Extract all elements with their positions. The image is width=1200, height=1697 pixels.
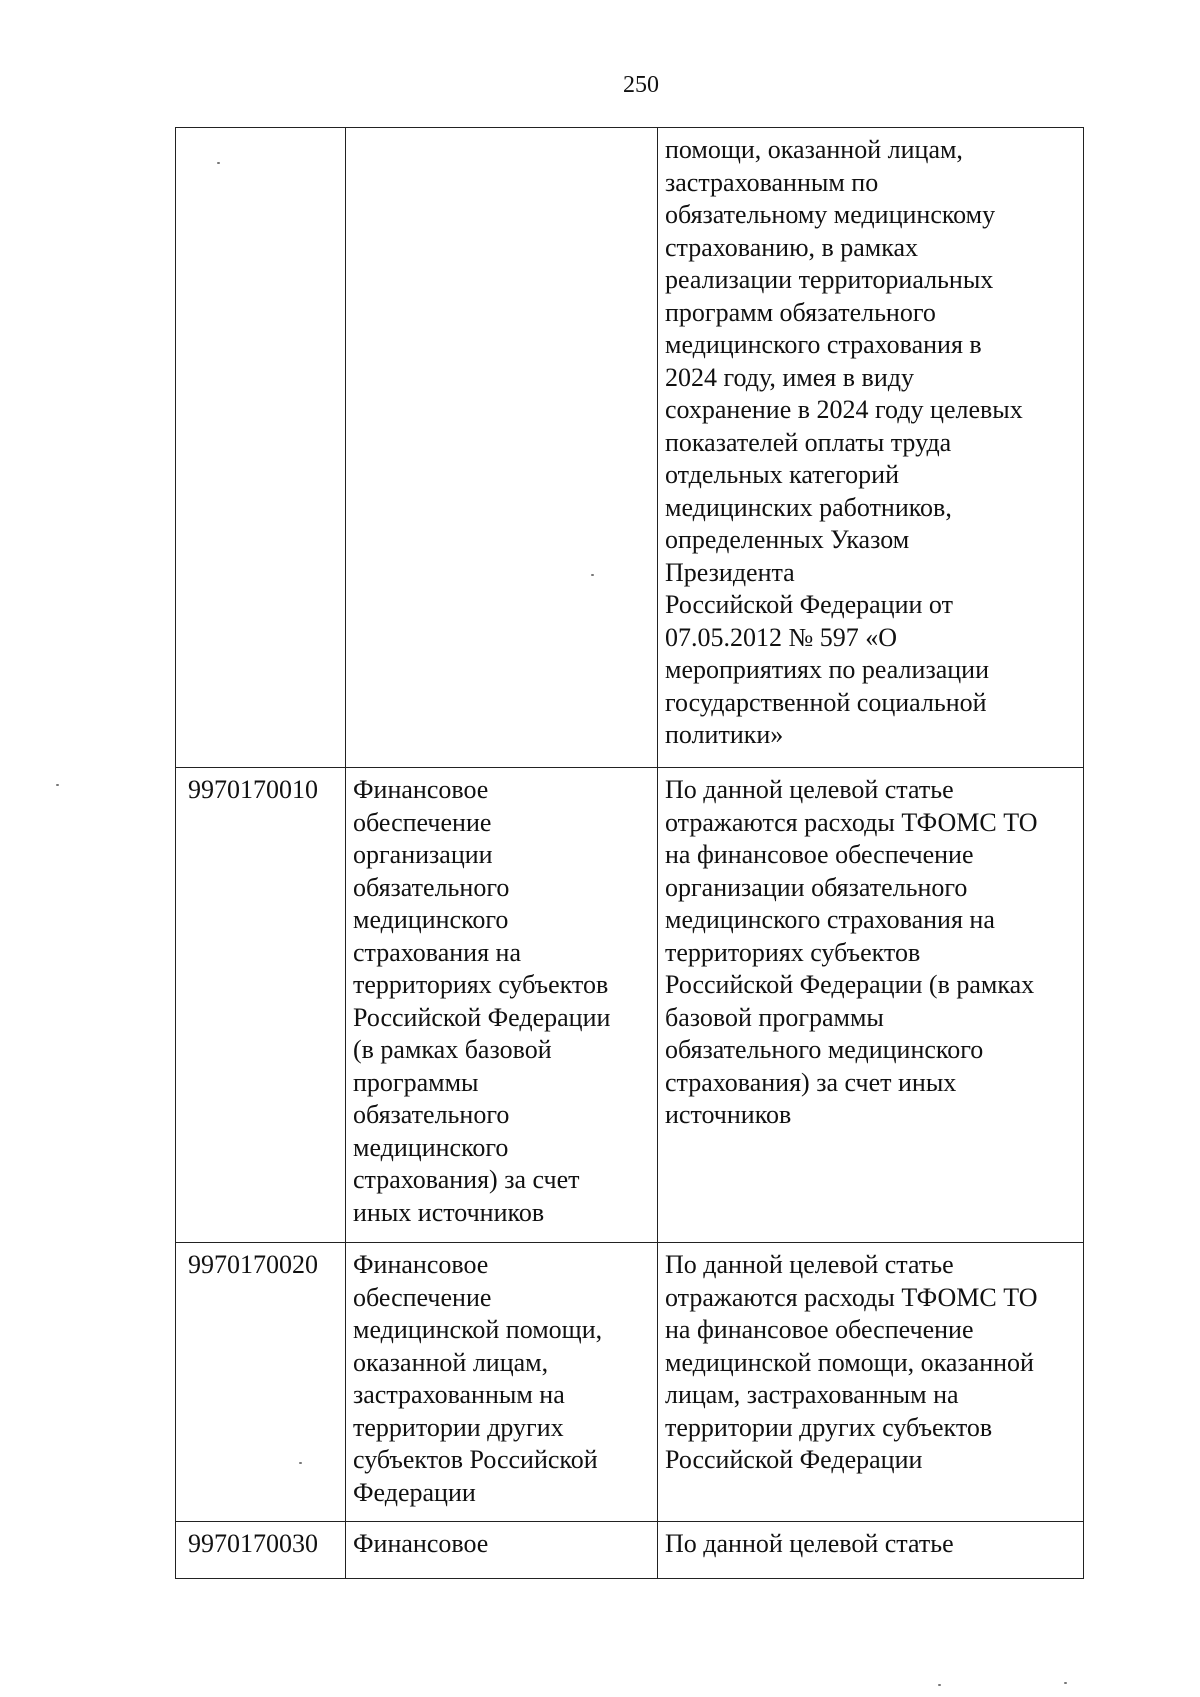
row-name: Финансовое bbox=[346, 1522, 658, 1579]
table-row bbox=[176, 1522, 1084, 1579]
row-code bbox=[176, 128, 346, 768]
row-code: 9970170030 bbox=[176, 1522, 346, 1579]
table-row bbox=[176, 1243, 1084, 1522]
row-name bbox=[346, 128, 658, 768]
row-description: помощи, оказанной лицам, застрахованным по обязательному медицинскому страхованию, в рамках реализации территориальных программ обязательного медицинского страхования в 2024 году, имея в виду сохранение в 2024 году целевых показателей оплаты труда отдельных категорий медицинских работников, определенных Указом Президента Российской Федерации от 07.05.2012 № 597 «О мероприятиях по реализации государственной социальной политики» bbox=[658, 128, 1084, 768]
scan-speck bbox=[299, 1462, 302, 1464]
page-number: 250 bbox=[623, 72, 659, 98]
row-description: По данной целевой статье отражаются расходы ТФОМС ТО на финансовое обеспечение медицинской помощи, оказанной лицам, застрахованным на территории других субъектов Российской Федерации bbox=[658, 1243, 1084, 1522]
table-row bbox=[176, 128, 1084, 768]
table-row bbox=[176, 768, 1084, 1243]
row-code: 9970170010 bbox=[176, 768, 346, 1243]
scan-speck bbox=[938, 1684, 941, 1686]
scan-speck bbox=[217, 162, 220, 164]
budget-classification-table bbox=[175, 127, 1084, 1579]
scan-speck bbox=[56, 784, 59, 786]
row-code: 9970170020 bbox=[176, 1243, 346, 1522]
row-name: Финансовое обеспечение медицинской помощи, оказанной лицам, застрахованным на территории других субъектов Российской Федерации bbox=[346, 1243, 658, 1522]
scan-speck bbox=[1064, 1682, 1067, 1684]
row-name: Финансовое обеспечение организации обязательного медицинского страхования на территориях субъектов Российской Федерации (в рамках базовой программы обязательного медицинского страхования) за счет иных источников bbox=[346, 768, 658, 1243]
scan-speck bbox=[591, 574, 594, 576]
row-description: По данной целевой статье отражаются расходы ТФОМС ТО на финансовое обеспечение организации обязательного медицинского страхования на территориях субъектов Российской Федерации (в рамках базовой программы обязательного медицинского страхования) за счет иных источников bbox=[658, 768, 1084, 1243]
row-description: По данной целевой статье bbox=[658, 1522, 1084, 1579]
